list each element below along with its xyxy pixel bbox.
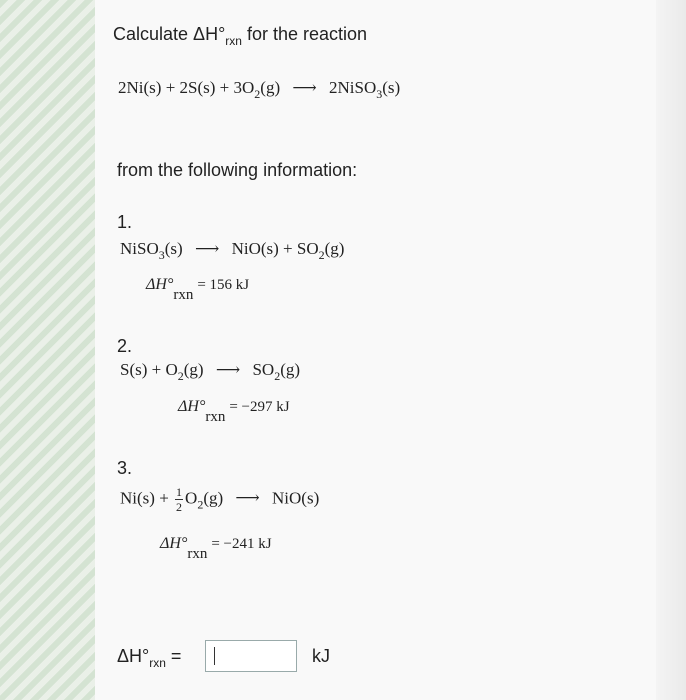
step-2-lhs: S(s) + O [120, 360, 178, 379]
step-3-dh-symbol: ΔH° [160, 535, 188, 552]
step-1-equation [120, 239, 344, 263]
step-1-dh-subscript: rxn [173, 287, 194, 303]
step-3-dh-subscript: rxn [187, 546, 208, 562]
main-lhs-subscript: 2 [254, 87, 261, 101]
reaction-arrow-icon: ⟶ [235, 488, 260, 508]
step-1-lhs-subscript: 3 [158, 248, 165, 262]
step-3-number: 3. [117, 458, 133, 478]
answer-input[interactable] [205, 640, 297, 672]
step-1-dh-symbol: ΔH° [146, 276, 174, 293]
step-1-number: 1. [117, 212, 133, 232]
enthalpy-subscript: rxn [225, 34, 242, 48]
step-2-lhs-subscript: 2 [177, 369, 184, 383]
question-panel [95, 0, 656, 700]
step-2-lhs-state: (g) [183, 360, 204, 379]
answer-label [117, 646, 181, 670]
answer-symbol: ΔH° [117, 646, 150, 666]
reaction-arrow-icon: ⟶ [194, 239, 220, 258]
step-1-rhs-state: (g) [324, 239, 345, 258]
text-cursor [214, 647, 215, 665]
main-rhs-subscript: 3 [376, 87, 383, 101]
step-1-lhs: NiSO [120, 239, 159, 258]
main-rhs-text: 2NiSO [329, 78, 377, 97]
step-3-enthalpy [160, 535, 272, 562]
left-background-strip [0, 0, 95, 700]
step-2-equation [120, 360, 300, 384]
fraction-denominator: 2 [176, 500, 183, 514]
step-3-oxygen: O [185, 488, 198, 508]
step-2-dh-symbol: ΔH° [178, 398, 206, 415]
step-1-rhs: NiO(s) + SO [231, 239, 319, 258]
question-prompt [113, 24, 367, 48]
main-lhs-text: 2Ni(s) + 2S(s) + 3O [118, 78, 255, 97]
step-3-dh-value: = −241 kJ [211, 536, 272, 552]
step-2-dh-value: = −297 kJ [229, 399, 290, 415]
answer-subscript: rxn [149, 656, 166, 670]
step-3-equation [120, 486, 319, 513]
step-1-rhs-subscript: 2 [318, 248, 325, 262]
step-1-enthalpy [146, 276, 250, 303]
step-2-dh-subscript: rxn [205, 409, 226, 425]
step-3-lhs: Ni(s) + [120, 488, 174, 508]
from-info-text: from the following information: [117, 160, 358, 180]
prompt-suffix: for the reaction [241, 24, 368, 44]
step-2-number: 2. [117, 336, 133, 356]
step-2-rhs-subscript: 2 [274, 369, 281, 383]
answer-equals: = [165, 646, 182, 666]
step-3-oxygen-state: (g) [203, 488, 224, 508]
fraction-numerator: 1 [176, 485, 183, 499]
step-3-rhs: NiO(s) [272, 488, 320, 508]
reaction-arrow-icon: ⟶ [215, 360, 241, 379]
right-background-strip [656, 0, 686, 700]
main-lhs-state: (g) [260, 78, 281, 97]
main-rhs-state: (s) [382, 78, 401, 97]
main-reaction-equation [118, 78, 400, 102]
step-1-dh-value: = 156 kJ [197, 277, 250, 293]
step-3-oxygen-subscript: 2 [197, 497, 204, 512]
step-2-rhs: SO [252, 360, 275, 379]
prompt-prefix: Calculate [113, 24, 194, 44]
step-2-enthalpy [178, 398, 290, 425]
reaction-arrow-icon: ⟶ [292, 78, 317, 97]
step-2-rhs-state: (g) [280, 360, 301, 379]
step-1-lhs-state: (s) [164, 239, 183, 258]
answer-unit: kJ [312, 646, 330, 666]
one-half-fraction [175, 486, 183, 513]
enthalpy-symbol: ΔH° [193, 24, 226, 44]
